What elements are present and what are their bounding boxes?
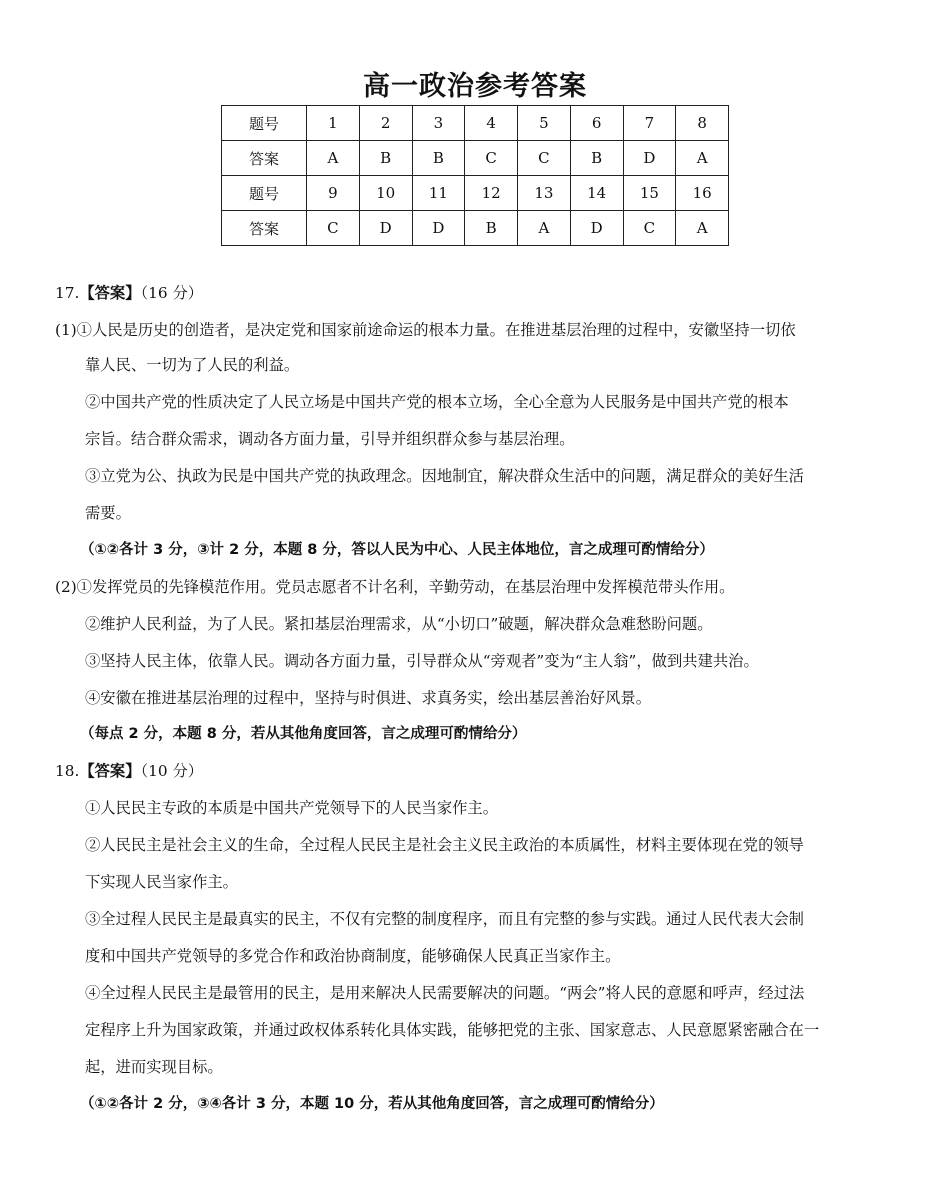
table-cell: 题号 <box>222 176 307 211</box>
q17-p2-scoring-note: （每点 2 分，本题 8 分，若从其他角度回答，言之成理可酌情给分） <box>80 726 527 742</box>
table-row <box>222 211 729 246</box>
table-row <box>222 176 729 211</box>
table-cell: 题号 <box>222 106 307 141</box>
page-title: 高一政治参考答案 <box>363 71 587 102</box>
table-cell: A <box>307 141 360 176</box>
q18-line: 起，进而实现目标。 <box>85 1058 223 1076</box>
table-row <box>222 106 729 141</box>
q17-p1-line: ③立党为公、执政为民是中国共产党的执政理念。因地制宜，解决群众生活中的问题，满足群众的美好生活 <box>85 467 804 485</box>
q17-number: 17. <box>55 284 80 302</box>
table-row <box>222 141 729 176</box>
q17-p1-scoring-note: （①②各计 3 分，③计 2 分，本题 8 分，答以人民为中心、人民主体地位，言之成理可酌情给分） <box>80 542 714 558</box>
table-cell: A <box>518 211 571 246</box>
q18-line: 定程序上升为国家政策，并通过政权体系转化具体实践，能够把党的主张、国家意志、人民意愿紧密融合在一 <box>85 1021 820 1039</box>
table-cell: 2 <box>359 106 412 141</box>
table-cell: B <box>359 141 412 176</box>
table-cell: 答案 <box>222 141 307 176</box>
table-cell: 11 <box>412 176 465 211</box>
table-cell: D <box>570 211 623 246</box>
table-cell: C <box>518 141 571 176</box>
q18-line: 下实现人民当家作主。 <box>85 873 238 891</box>
q18-score: （10 分） <box>140 762 204 780</box>
table-cell: 12 <box>465 176 518 211</box>
q18-line: ④全过程人民民主是最管用的民主，是用来解决人民需要解决的问题。“两会”将人民的意愿和呼声，经过法 <box>85 984 805 1002</box>
table-cell: 16 <box>676 176 729 211</box>
table-cell: D <box>359 211 412 246</box>
q17-heading <box>55 283 203 303</box>
q17-p1-line: 靠人民、一切为了人民的利益。 <box>85 356 300 374</box>
table-cell: 7 <box>623 106 676 141</box>
table-cell: 1 <box>307 106 360 141</box>
table-cell: 10 <box>359 176 412 211</box>
q17-p2-line: ④安徽在推进基层治理的过程中，坚持与时俱进、求真务实，绘出基层善治好风景。 <box>85 689 651 707</box>
table-cell: C <box>307 211 360 246</box>
table-cell: 6 <box>570 106 623 141</box>
table-cell: 3 <box>412 106 465 141</box>
q18-number: 18. <box>55 762 80 780</box>
q18-line: ①人民民主专政的本质是中国共产党领导下的人民当家作主。 <box>85 799 499 817</box>
q17-answer-tag: 【答案】 <box>79 284 141 302</box>
table-cell: 13 <box>518 176 571 211</box>
table-cell: 5 <box>518 106 571 141</box>
q17-p2-line: (2)①发挥党员的先锋模范作用。党员志愿者不计名利，辛勤劳动，在基层治理中发挥模范带头作用。 <box>55 578 735 596</box>
q17-p1-line: ②中国共产党的性质决定了人民立场是中国共产党的根本立场，全心全意为人民服务是中国共产党的根本 <box>85 393 789 411</box>
q17-p1-line: 需要。 <box>85 504 131 522</box>
table-cell: A <box>676 141 729 176</box>
table-cell: 15 <box>623 176 676 211</box>
table-cell: 8 <box>676 106 729 141</box>
table-cell: 14 <box>570 176 623 211</box>
table-cell: B <box>412 141 465 176</box>
q17-p1-line: 宗旨。结合群众需求，调动各方面力量，引导并组织群众参与基层治理。 <box>85 430 575 448</box>
table-cell: 9 <box>307 176 360 211</box>
table-cell: A <box>676 211 729 246</box>
answer-table <box>221 105 729 246</box>
q17-p1-line: (1)①人民是历史的创造者，是决定党和国家前途命运的根本力量。在推进基层治理的过程中，安徽坚持一切依 <box>55 321 796 339</box>
q17-score: （16 分） <box>140 284 204 302</box>
table-cell: C <box>465 141 518 176</box>
table-cell: B <box>570 141 623 176</box>
q18-line: ②人民民主是社会主义的生命，全过程人民民主是社会主义民主政治的本质属性，材料主要体现在党的领导 <box>85 836 804 854</box>
q18-answer-tag: 【答案】 <box>79 762 141 780</box>
table-cell: 4 <box>465 106 518 141</box>
table-cell: D <box>623 141 676 176</box>
q17-p2-line: ②维护人民利益，为了人民。紧扣基层治理需求，从“小切口”破题，解决群众急难愁盼问题。 <box>85 615 713 633</box>
table-cell: D <box>412 211 465 246</box>
q18-heading <box>55 761 203 781</box>
table-cell: 答案 <box>222 211 307 246</box>
table-cell: B <box>465 211 518 246</box>
q18-scoring-note: （①②各计 2 分，③④各计 3 分，本题 10 分，若从其他角度回答，言之成理可酌情给分） <box>80 1096 664 1112</box>
q18-line: ③全过程人民民主是最真实的民主，不仅有完整的制度程序，而且有完整的参与实践。通过人民代表大会制 <box>85 910 804 928</box>
table-cell: C <box>623 211 676 246</box>
q17-p2-line: ③坚持人民主体，依靠人民。调动各方面力量，引导群众从“旁观者”变为“主人翁”，做到共建共治。 <box>85 652 759 670</box>
q18-line: 度和中国共产党领导的多党合作和政治协商制度，能够确保人民真正当家作主。 <box>85 947 621 965</box>
